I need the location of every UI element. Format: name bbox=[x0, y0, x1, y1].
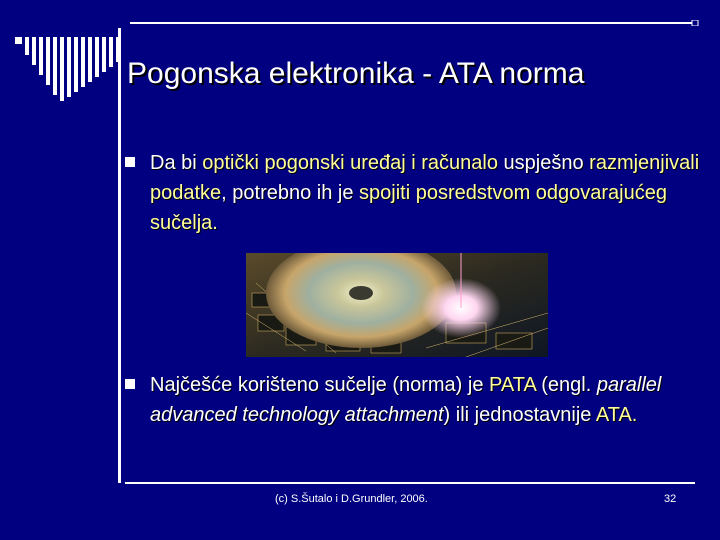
bullet-2 bbox=[125, 370, 695, 470]
bullet-2-text bbox=[150, 370, 700, 430]
bullet-1-highlight: spojiti posredstvom odgovarajućeg sučelja. bbox=[150, 182, 667, 234]
bullet-2-text-plain: Najčešće korišteno sučelje (norma) je bbox=[150, 374, 490, 396]
slide-title: Pogonska elektronika - ATA norma bbox=[127, 57, 585, 90]
bullet-marker-icon bbox=[125, 157, 135, 167]
bullet-1-highlight: optički pogonski uređaj i računalo bbox=[202, 152, 498, 174]
bullet-marker-icon bbox=[125, 379, 135, 389]
decorative-vertical-line bbox=[118, 28, 121, 483]
decorative-top-line bbox=[130, 20, 700, 26]
bullet-1-text bbox=[150, 148, 700, 238]
footer-credit: (c) S.Šutalo i D.Grundler, 2006. bbox=[275, 493, 428, 505]
bullet-2-highlight: ATA. bbox=[595, 404, 638, 426]
bullet-1-highlight: razmjenjivali podatke bbox=[150, 152, 700, 204]
bullet-1-text-plain: , potrebno ih je bbox=[221, 182, 360, 204]
bullet-1-text-plain: uspješno bbox=[497, 152, 590, 174]
footer-divider bbox=[125, 482, 695, 484]
bullet-2-text-plain: (engl. bbox=[535, 374, 597, 396]
cd-circuit-photo bbox=[246, 253, 548, 357]
bullet-2-text-plain: ) ili jednostavnije bbox=[443, 404, 596, 426]
bullet-1 bbox=[125, 148, 700, 248]
bullet-1-text-plain: Da bi bbox=[150, 152, 203, 174]
bullet-2-italic: parallel advanced technology attachment bbox=[150, 374, 662, 426]
bullet-2-highlight: PATA bbox=[489, 374, 536, 396]
decorative-bars bbox=[15, 33, 125, 103]
page-number: 32 bbox=[664, 493, 677, 505]
